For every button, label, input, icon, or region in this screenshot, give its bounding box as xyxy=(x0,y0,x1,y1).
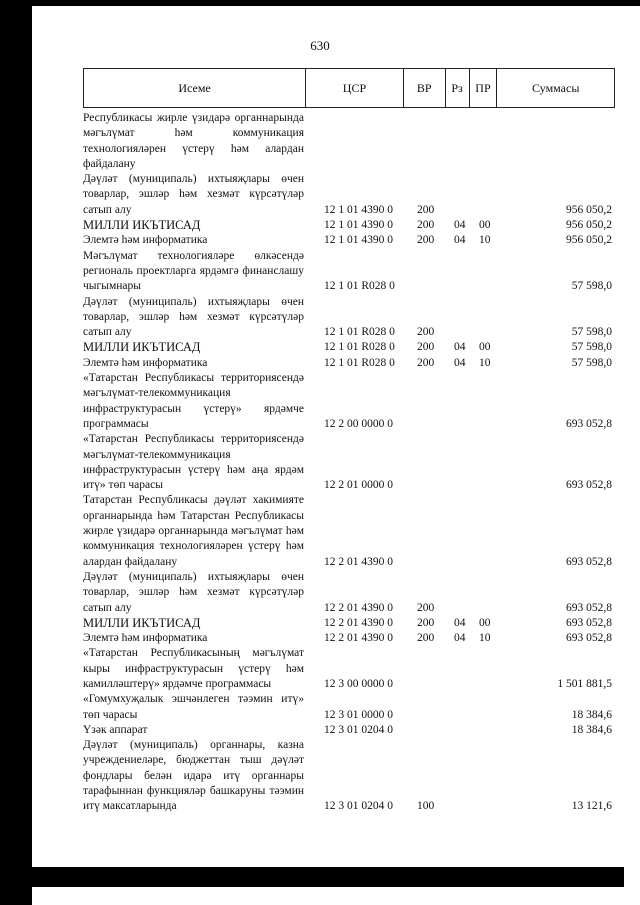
cell-sum: 956 050,2 xyxy=(566,234,612,247)
header-rz: Рз xyxy=(446,69,470,107)
table-row xyxy=(83,218,615,233)
cell-rz: 04 xyxy=(454,616,466,629)
table-body xyxy=(83,108,615,815)
cell-name: МИЛЛИ ИКЪТИСАД xyxy=(83,615,201,630)
cell-csr: 12 2 00 0000 0 xyxy=(324,417,393,430)
cell-vr: 200 xyxy=(417,326,435,339)
table-row xyxy=(83,631,615,646)
cell-vr: 200 xyxy=(417,219,435,232)
table-row xyxy=(83,371,615,432)
cell-pr: 00 xyxy=(479,219,491,232)
cell-csr: 12 2 01 4390 0 xyxy=(324,601,393,614)
cell-csr: 12 3 01 0204 0 xyxy=(324,800,393,813)
table-header xyxy=(83,68,615,108)
cell-vr: 200 xyxy=(417,616,435,629)
cell-csr: 12 1 01 4390 0 xyxy=(324,203,393,216)
cell-csr: 12 2 01 0000 0 xyxy=(324,479,393,492)
cell-sum: 693 052,8 xyxy=(566,479,612,492)
cell-csr: 12 1 01 R028 0 xyxy=(324,326,395,339)
cell-name: Элемтә һәм информатика xyxy=(83,234,208,247)
cell-pr: 10 xyxy=(479,632,491,645)
cell-csr: 12 1 01 4390 0 xyxy=(324,234,393,247)
cell-sum: 693 052,8 xyxy=(566,555,612,568)
cell-pr: 10 xyxy=(479,234,491,247)
cell-vr: 200 xyxy=(417,632,435,645)
table-row xyxy=(83,233,615,248)
cell-name: «Татарстан Республикасы территориясендә мәгълүмат-телекоммуникация инфраструктурасын үстерү» ярдәмче программасы xyxy=(83,372,304,430)
budget-table xyxy=(83,68,615,815)
cell-name: «Татарстан Республикасы территориясендә мәгълүмат-телекоммуникация инфраструктурасын үстерү һәм аңа ярдәм итү» төп чарасы xyxy=(83,433,304,492)
cell-rz: 04 xyxy=(454,341,466,354)
cell-sum: 693 052,8 xyxy=(566,632,612,645)
cell-csr: 12 3 01 0204 0 xyxy=(324,723,393,736)
table-row xyxy=(83,249,615,295)
cell-sum: 956 050,2 xyxy=(566,203,612,216)
scan-border-top xyxy=(32,0,640,6)
page-number: 630 xyxy=(310,38,330,53)
cell-sum: 57 598,0 xyxy=(571,326,612,339)
header-csr: ЦСР xyxy=(306,69,404,107)
cell-name: Дәүләт (муниципаль) органнары, казна учреждениеләре, бюджеттан тыш дәүләт фондлары белән идарә итү органнары тарафыннан функцияләр башкаруны тәэмин итү максатларында xyxy=(83,739,304,813)
cell-name: МИЛЛИ ИКЪТИСАД xyxy=(83,218,201,233)
cell-pr: 00 xyxy=(479,341,491,354)
cell-sum: 1 501 881,5 xyxy=(557,677,612,690)
cell-name: Дәүләт (муниципаль) ихтыяҗлары өчен товарлар, эшләр һәм хезмәт күрсәтүләр сатып алу xyxy=(83,570,304,614)
header-sum: Суммасы xyxy=(532,80,580,95)
cell-name: «Гомумхуҗалык эшчәнлеген тәэмин итү» төп чарасы xyxy=(83,693,304,721)
cell-csr: 12 1 01 4390 0 xyxy=(324,219,393,232)
cell-vr: 200 xyxy=(417,234,435,247)
table-row xyxy=(83,692,615,723)
cell-csr: 12 2 01 4390 0 xyxy=(324,632,393,645)
cell-name: Үзәк аппарат xyxy=(83,723,148,736)
cell-csr: 12 1 01 R028 0 xyxy=(324,280,395,293)
table-row xyxy=(83,616,615,631)
cell-csr: 12 1 01 R028 0 xyxy=(324,341,395,354)
cell-name: «Татарстан Республикасының мәгълүмат кыры инфраструктурасын үстерү һәм камилләштерү» ярдәмче программасы xyxy=(83,647,304,690)
cell-rz: 04 xyxy=(454,219,466,232)
cell-sum: 18 384,6 xyxy=(571,723,612,736)
table-row xyxy=(83,111,615,172)
table-row xyxy=(83,356,615,371)
scan-border-left xyxy=(0,0,32,905)
table-row xyxy=(83,172,615,218)
cell-name: Республикасы жирле үзидарә органнарында мәгълүмат һәм коммуникация технологияләрен үстерү һәм алардан файдалану xyxy=(83,112,304,170)
cell-csr: 12 2 01 4390 0 xyxy=(324,555,393,568)
cell-name: Дәүләт (муниципаль) ихтыяҗлары өчен товарлар, эшләр һәм хезмәт күрсәтүләр сатып алу xyxy=(83,295,304,339)
scan-border-bottom xyxy=(32,867,624,887)
cell-sum: 57 598,0 xyxy=(571,341,612,354)
cell-sum: 57 598,0 xyxy=(571,280,612,293)
table-row xyxy=(83,723,615,738)
cell-csr: 12 3 00 0000 0 xyxy=(324,677,393,690)
table-row xyxy=(83,646,615,692)
cell-vr: 100 xyxy=(417,800,435,813)
cell-sum: 13 121,6 xyxy=(571,800,612,813)
cell-sum: 18 384,6 xyxy=(571,708,612,721)
cell-pr: 00 xyxy=(479,616,491,629)
cell-sum: 693 052,8 xyxy=(566,417,612,430)
cell-name: Мәгълүмат технологияләре өлкәсендә региональ проектларга ярдәмгә финанслашу чыгымнары xyxy=(83,249,304,293)
header-name: Исеме xyxy=(84,69,306,107)
cell-pr: 10 xyxy=(479,356,491,369)
cell-vr: 200 xyxy=(417,601,435,614)
cell-vr: 200 xyxy=(417,203,435,216)
cell-vr: 200 xyxy=(417,341,435,354)
cell-csr: 12 1 01 R028 0 xyxy=(324,356,395,369)
cell-name: Дәүләт (муниципаль) ихтыяҗлары өчен товарлар, эшләр һәм хезмәт күрсәтүләр сатып алу xyxy=(83,173,304,216)
cell-name: МИЛЛИ ИКЪТИСАД xyxy=(83,340,201,355)
cell-sum: 57 598,0 xyxy=(571,356,612,369)
cell-vr: 200 xyxy=(417,356,435,369)
cell-csr: 12 2 01 4390 0 xyxy=(324,616,393,629)
cell-csr: 12 3 01 0000 0 xyxy=(324,708,393,721)
cell-sum: 693 052,8 xyxy=(566,616,612,629)
cell-name: Элемтә һәм информатика xyxy=(83,632,208,645)
header-vr: ВР xyxy=(404,69,446,107)
cell-name: Татарстан Республикасы дәүләт хакимияте органнарында һәм Татарстан Республикасы жирле үзидарә органнарында мәгълүмат һәм коммуникация технологияләрен үстерү һәм алардан файдалану xyxy=(83,494,304,568)
cell-sum: 956 050,2 xyxy=(566,219,612,232)
table-row xyxy=(83,570,615,616)
cell-sum: 693 052,8 xyxy=(566,601,612,614)
cell-rz: 04 xyxy=(454,234,466,247)
header-pr: ПР xyxy=(470,69,498,107)
table-row xyxy=(83,340,615,355)
cell-rz: 04 xyxy=(454,632,466,645)
cell-rz: 04 xyxy=(454,356,466,369)
table-row xyxy=(83,738,615,814)
table-row xyxy=(83,493,615,569)
cell-name: Элемтә һәм информатика xyxy=(83,356,208,369)
table-row xyxy=(83,295,615,341)
table-row xyxy=(83,432,615,493)
